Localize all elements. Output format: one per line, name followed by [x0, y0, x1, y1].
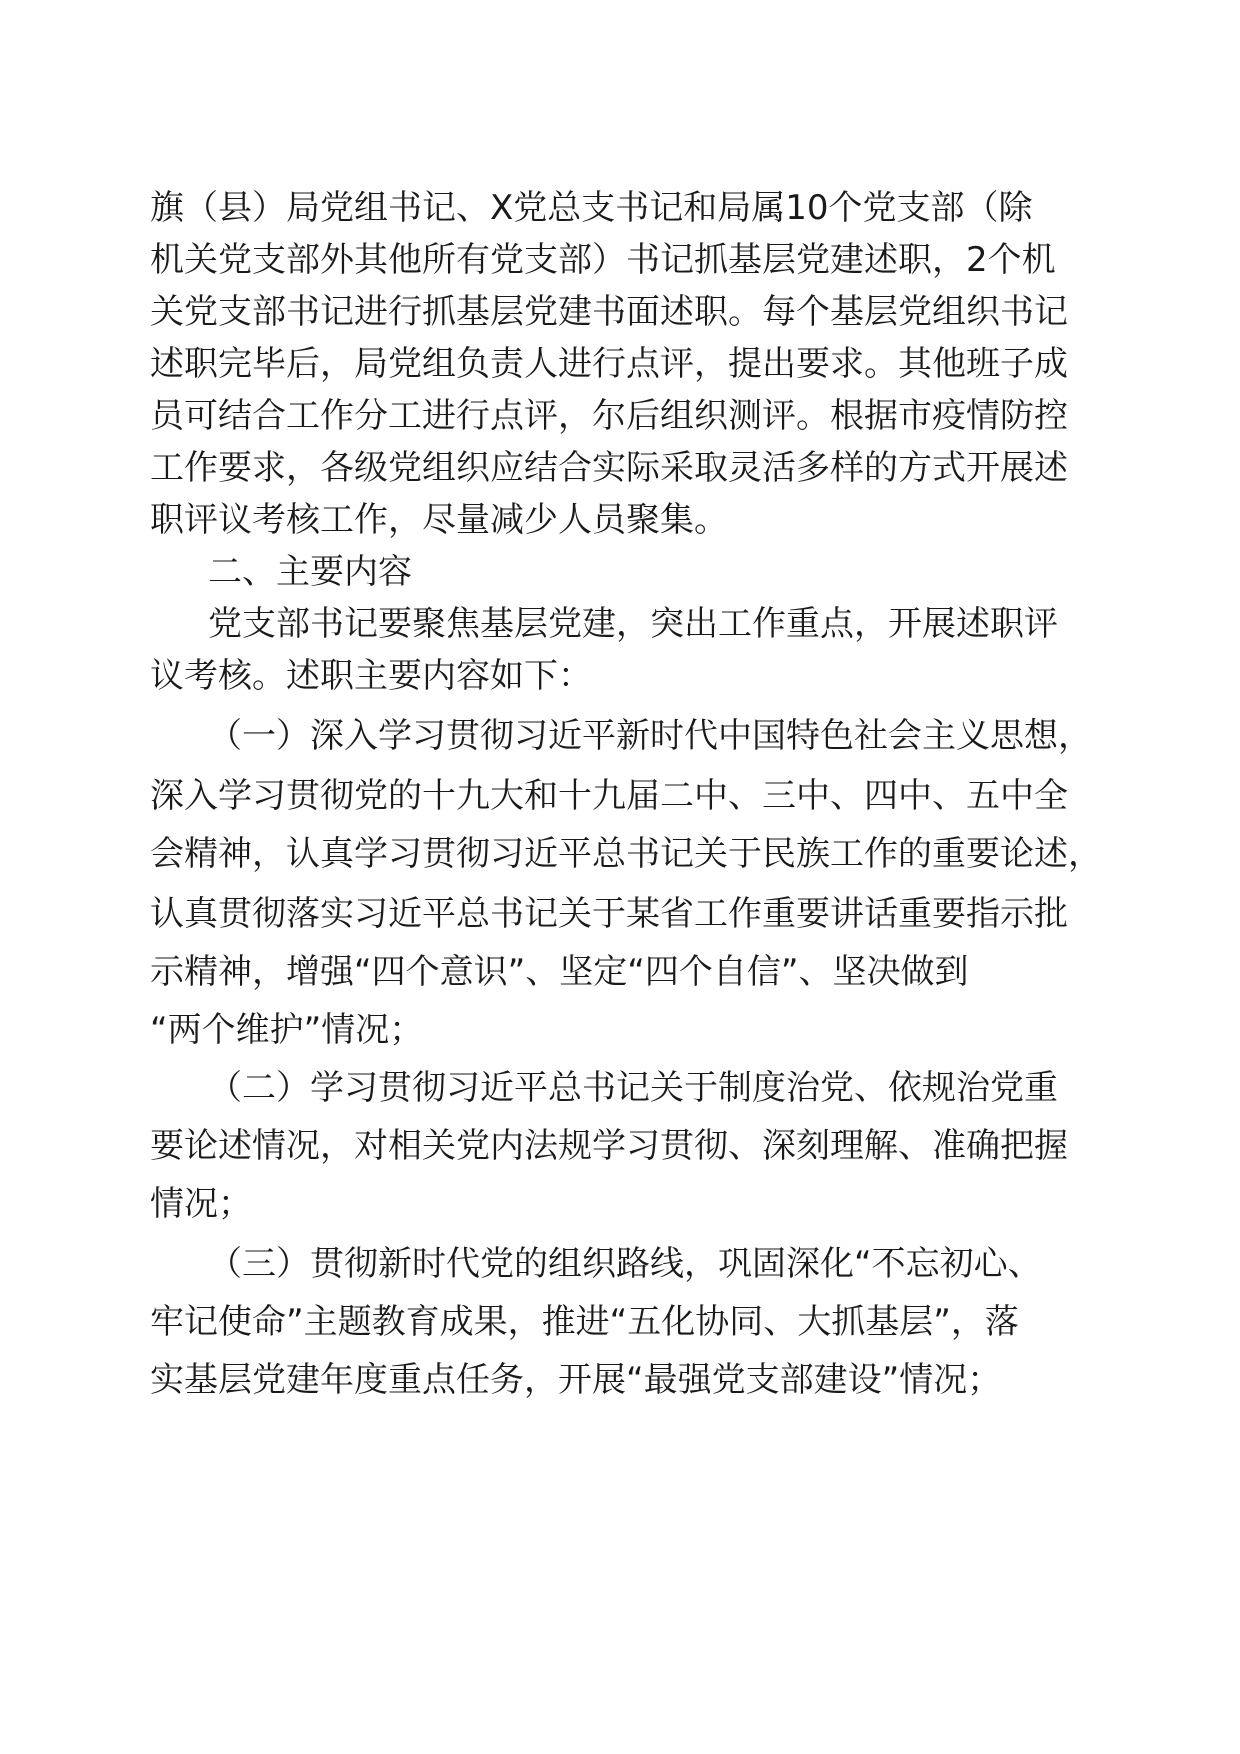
text-line-4: 述职完毕后，局党组负责人进行点评，提出要求。其他班子成	[150, 344, 1068, 384]
item-2-line-3: 情况；	[150, 1184, 252, 1224]
item-2-line-1: （二）学习贯彻习近平总书记关于制度治党、依规治党重	[208, 1068, 1058, 1108]
item-3-line-1: （三）贯彻新时代党的组织路线，巩固深化“不忘初心、	[208, 1244, 1042, 1284]
text-line-10: 议考核。述职主要内容如下：	[150, 656, 592, 696]
text-line-7: 职评议考核工作，尽量减少人员聚集。	[150, 500, 728, 540]
text-line-6: 工作要求，各级党组织应结合实际采取灵活多样的方式开展述	[150, 448, 1068, 488]
text-line-9: 党支部书记要聚焦基层党建，突出工作重点，开展述职评	[208, 604, 1058, 644]
item-1-line-6: “两个维护”情况；	[150, 1010, 424, 1050]
item-3-line-3: 实基层党建年度重点任务，开展“最强党支部建设”情况；	[150, 1360, 1002, 1400]
item-1-line-1: （一）深入学习贯彻习近平新时代中国特色社会主义思想，	[208, 716, 1092, 756]
item-1-line-4: 认真贯彻落实习近平总书记关于某省工作重要讲话重要指示批	[150, 894, 1068, 934]
text-line-1: 旗（县）局党组书记、X党总支书记和局属10个党支部（除	[150, 188, 1033, 228]
text-line-3: 关党支部书记进行抓基层党建书面述职。每个基层党组织书记	[150, 292, 1068, 332]
item-1-line-2: 深入学习贯彻党的十九大和十九届二中、三中、四中、五中全	[150, 776, 1068, 816]
item-2-line-2: 要论述情况，对相关党内法规学习贯彻、深刻理解、准确把握	[150, 1126, 1068, 1166]
item-1-line-5: 示精神，增强“四个意识”、坚定“四个自信”、坚决做到	[150, 952, 969, 992]
text-line-5: 员可结合工作分工进行点评，尔后组织测评。根据市疫情防控	[150, 396, 1068, 436]
text-line-2: 机关党支部外其他所有党支部）书记抓基层党建述职，2个机	[150, 240, 1056, 280]
section-heading: 二、主要内容	[208, 552, 412, 592]
item-3-line-2: 牢记使命”主题教育成果，推进“五化协同、大抓基层”，落	[150, 1302, 1019, 1342]
item-1-line-3: 会精神，认真学习贯彻习近平总书记关于民族工作的重要论述，	[150, 834, 1102, 874]
